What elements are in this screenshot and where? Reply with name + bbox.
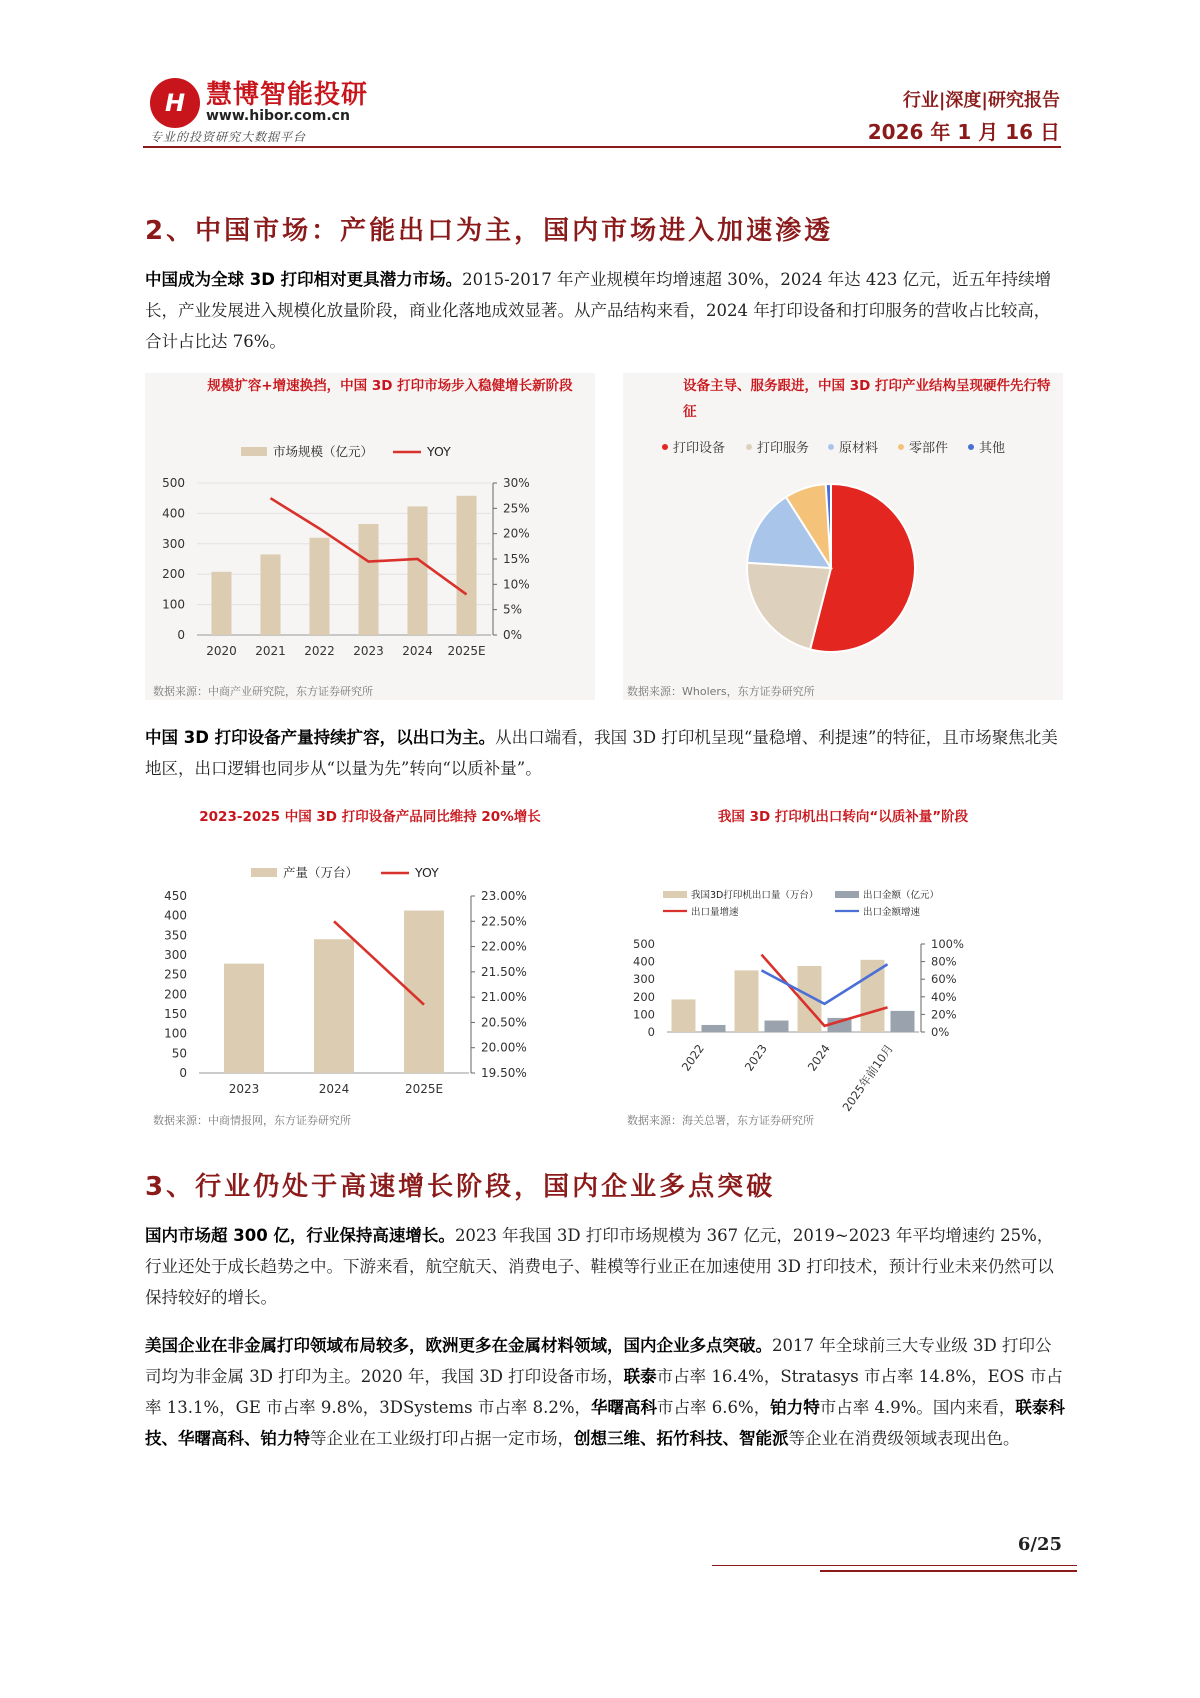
x-tick-label: 2020	[206, 644, 237, 658]
report-category: 行业|深度|研究报告	[902, 90, 1060, 111]
section-2-title: 2、中国市场：产能出口为主，国内市场进入加速渗透	[145, 216, 834, 246]
y-left-tick-label: 100	[164, 1026, 187, 1041]
legend-label: YOY	[427, 444, 451, 459]
para-body: 等企业在消费级领域表现出色。	[788, 1429, 1020, 1448]
bar-市场规模（亿元）	[408, 506, 428, 635]
x-tick-label: 2025年前10月	[839, 1041, 896, 1114]
y-right-tick-label: 21.50%	[481, 964, 527, 979]
y-left-tick-label: 300	[164, 948, 187, 962]
section-3-paragraph-2	[145, 1330, 1065, 1454]
bar-市场规模（亿元）	[212, 572, 232, 635]
x-tick-label: 2023	[741, 1041, 770, 1074]
y-right-tick-label: 20.50%	[481, 1015, 527, 1030]
legend-label: 市场规模（亿元）	[273, 444, 374, 459]
y-right-tick-label: 21.00%	[481, 990, 527, 1005]
y-left-tick-label: 150	[164, 1007, 187, 1021]
y-right-tick-label: 10%	[503, 577, 530, 592]
para-body: 2015-2017 年产业规模年均增速超 30%，2024 年达 423 亿元，近五年持续增长，产业发展进入规模化放量阶段，商业化落地成效显著。从产品结构来看，2024 年打印设备和打印服务的营收占比较高，合计占比达 76%。	[145, 270, 1052, 351]
legend-bar-swatch	[251, 868, 277, 877]
y-left-tick-label: 450	[164, 889, 187, 903]
y-right-tick-label: 5%	[503, 602, 523, 617]
y-left-tick-label: 400	[633, 954, 655, 969]
para-lead: 美国企业在非金属打印领域布局较多，欧洲更多在金属材料领域，国内企业多点突破。	[145, 1336, 772, 1355]
y-right-tick-label: 15%	[503, 552, 530, 566]
y-right-tick-label: 40%	[931, 989, 957, 1004]
bar-出口金额（亿元）	[702, 1025, 726, 1032]
legend-label: 原材料	[839, 441, 879, 456]
x-tick-label: 2022	[678, 1041, 707, 1074]
chart-industry-structure	[623, 373, 1063, 700]
legend-label: 产量（万台）	[283, 865, 359, 880]
section-2-paragraph-2	[145, 722, 1065, 784]
logo-url[interactable]: www.hibor.com.cn	[206, 108, 350, 124]
para-lead: 国内市场超 300 亿，行业保持高速增长。	[145, 1226, 455, 1245]
y-left-tick-label: 100	[162, 597, 185, 612]
header-divider	[143, 146, 1061, 148]
bar-出口金额（亿元）	[765, 1021, 789, 1032]
legend-bar-swatch	[241, 447, 267, 456]
y-left-tick-label: 500	[633, 937, 655, 951]
y-left-tick-label: 100	[633, 1007, 655, 1022]
section-2-paragraph-1	[145, 264, 1065, 357]
legend-label: 打印服务	[757, 441, 810, 456]
company-name: 联泰科技、华曙高科、铂力特	[145, 1398, 1065, 1448]
para-body: 市占率 6.6%，	[657, 1398, 771, 1417]
y-left-tick-label: 400	[162, 506, 185, 521]
y-left-tick-label: 400	[164, 908, 187, 923]
x-tick-label: 2024	[318, 1082, 350, 1096]
y-left-tick-label: 0	[647, 1025, 655, 1039]
legend-dot	[898, 444, 904, 450]
y-right-tick-label: 19.50%	[481, 1066, 527, 1080]
x-tick-label: 2024	[804, 1041, 833, 1074]
y-left-tick-label: 300	[633, 972, 655, 987]
legend-dot	[968, 444, 974, 450]
y-left-tick-label: 50	[171, 1046, 187, 1061]
y-left-tick-label: 200	[162, 567, 185, 582]
bar-我国3D打印机出口量（万台）	[861, 960, 885, 1032]
legend-label: 出口量增速	[691, 907, 739, 918]
y-left-tick-label: 200	[164, 987, 187, 1002]
hibor-logo[interactable]	[150, 72, 390, 144]
y-right-tick-label: 20%	[931, 1007, 957, 1022]
logo-slogan: 专业的投资研究大数据平台	[150, 130, 307, 144]
chart-market-size-plot	[145, 427, 595, 672]
x-tick-label: 2023	[228, 1082, 260, 1096]
y-left-tick-label: 0	[177, 628, 185, 642]
x-tick-label: 2024	[402, 644, 433, 658]
bar-市场规模（亿元）	[310, 538, 330, 635]
legend-label: 出口金额（亿元）	[863, 890, 940, 901]
y-left-tick-label: 250	[164, 967, 187, 982]
y-right-tick-label: 0%	[931, 1025, 950, 1039]
para-body: 2017 年全球前三大专业级 3D 打印公司均为非金属 3D 打印为主。2020 年，我国 3D 打印设备市场，	[145, 1336, 1052, 1386]
y-right-tick-label: 20%	[503, 526, 530, 541]
para-lead: 中国 3D 打印设备产量持续扩容，以出口为主。	[145, 728, 496, 747]
footer-divider	[820, 1570, 1077, 1572]
chart-source: 数据来源：海关总署，东方证券研究所	[627, 1114, 814, 1127]
y-right-tick-label: 100%	[931, 937, 964, 951]
section-3-paragraph-1	[145, 1220, 1065, 1313]
logo-mark-icon: H	[150, 78, 200, 128]
company-name: 联泰	[623, 1367, 657, 1386]
y-left-tick-label: 350	[164, 928, 187, 943]
para-body: 市占率 4.9%。国内来看，	[819, 1398, 1016, 1417]
y-right-tick-label: 60%	[931, 972, 957, 987]
y-right-tick-label: 30%	[503, 476, 530, 490]
x-tick-label: 2023	[353, 644, 384, 658]
legend-label: 打印设备	[673, 441, 726, 456]
legend-bar-swatch	[663, 891, 687, 898]
y-left-tick-label: 500	[162, 476, 185, 490]
para-body: 等企业在工业级打印占据一定市场，	[310, 1429, 574, 1448]
x-tick-label: 2022	[304, 644, 335, 658]
bar-市场规模（亿元）	[359, 524, 379, 635]
legend-label: 我国3D打印机出口量（万台）	[691, 890, 819, 901]
bar-市场规模（亿元）	[457, 496, 477, 635]
bar-市场规模（亿元）	[261, 554, 281, 635]
chart-title: 我国 3D 打印机出口转向“以质补量”阶段	[717, 809, 969, 825]
chart-title: 设备主导、服务跟进，中国 3D 打印产业结构呈现硬件先行特征	[683, 378, 1051, 420]
x-tick-label: 2025E	[447, 644, 486, 658]
bar-我国3D打印机出口量（万台）	[672, 999, 696, 1032]
section-3-title: 3、行业仍处于高速增长阶段，国内企业多点突破	[145, 1172, 776, 1202]
bar-产量（万台）	[224, 964, 264, 1073]
para-body: 市占率 16.4%，Stratasys 市占率 14.8%，EOS 市占率 13.1%，GE 市占率 9.8%，3DSystems 市占率 8.2%，	[145, 1367, 1063, 1417]
legend-dot	[662, 444, 668, 450]
para-body: 2023 年我国 3D 打印市场规模为 367 亿元，2019~2023 年平均增速约 25%，行业还处于成长趋势之中。下游来看，航空航天、消费电子、鞋模等行业正在加速使用 3D 打印技术，预计行业未来仍然可以保持较好的增长。	[145, 1226, 1054, 1307]
y-right-tick-label: 22.00%	[481, 939, 527, 954]
y-left-tick-label: 0	[179, 1066, 187, 1080]
chart-production	[145, 800, 595, 1130]
bar-出口金额（亿元）	[891, 1011, 915, 1032]
company-name: 创想三维、拓竹科技、智能派	[574, 1429, 789, 1448]
legend-bar-swatch	[835, 891, 859, 898]
footer-divider	[712, 1565, 1077, 1566]
x-tick-label: 2025E	[404, 1082, 444, 1096]
logo-name: 慧博智能投研	[206, 80, 369, 110]
y-right-tick-label: 20.00%	[481, 1040, 527, 1055]
bar-我国3D打印机出口量（万台）	[735, 970, 759, 1032]
legend-dot	[828, 444, 834, 450]
y-right-tick-label: 0%	[503, 628, 523, 642]
report-date: 2026 年 1 月 16 日	[867, 120, 1060, 144]
chart-title: 2023-2025 中国 3D 打印设备产品同比维持 20%增长	[199, 809, 541, 825]
chart-exports	[623, 800, 1063, 1130]
y-right-tick-label: 80%	[931, 954, 957, 969]
chart-source: 数据来源：中商情报网，东方证券研究所	[153, 1114, 351, 1127]
chart-title: 规模扩容+增速换挡，中国 3D 打印市场步入稳健增长新阶段	[207, 378, 573, 394]
x-tick-label: 2021	[255, 644, 286, 658]
company-name: 铂力特	[770, 1398, 820, 1417]
legend-label: 出口金额增速	[863, 907, 921, 918]
y-left-tick-label: 200	[633, 989, 655, 1004]
company-name: 华曙高科	[591, 1398, 658, 1417]
chart-source: 数据来源：Wholers，东方证券研究所	[627, 685, 815, 698]
report-header-meta	[868, 86, 1060, 145]
legend-label: 其他	[979, 441, 1006, 456]
y-right-tick-label: 23.00%	[481, 889, 527, 903]
chart-market-size	[145, 373, 595, 700]
chart-industry-structure-plot	[623, 423, 1063, 678]
bar-产量（万台）	[314, 939, 354, 1073]
page-number: 6/25	[1017, 1534, 1062, 1555]
para-body: 从出口端看，我国 3D 打印机呈现“量稳增、利提速”的特征，且市场聚焦北美地区，出口逻辑也同步从“以量为先”转向“以质补量”。	[145, 728, 1058, 778]
chart-source: 数据来源：中商产业研究院，东方证券研究所	[153, 685, 373, 698]
chart-production-plot	[145, 844, 595, 1099]
y-right-tick-label: 22.50%	[481, 914, 527, 929]
chart-exports-plot	[623, 840, 1063, 1115]
para-lead: 中国成为全球 3D 打印相对更具潜力市场。	[145, 270, 463, 289]
y-right-tick-label: 25%	[503, 501, 530, 516]
legend-dot	[746, 444, 752, 450]
y-left-tick-label: 300	[162, 536, 185, 551]
legend-label: 零部件	[909, 441, 949, 456]
legend-label: YOY	[415, 865, 439, 880]
